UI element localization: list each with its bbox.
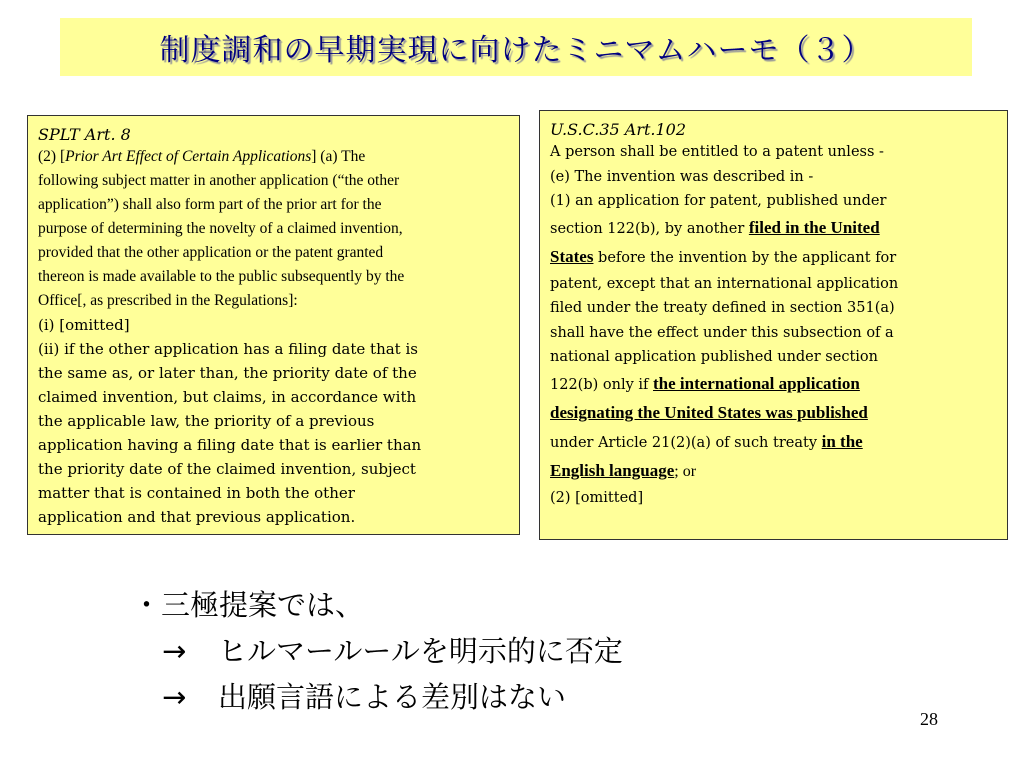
- splt-line: provided that the other application or the patent granted: [38, 244, 384, 261]
- usc-line: A person shall be entitled to a patent unless -: [550, 144, 884, 160]
- usc-line: (1) an application for patent, published under: [550, 193, 887, 209]
- title-banner: [60, 18, 972, 76]
- usc-line: States before the invention by the applicant for: [550, 246, 897, 266]
- splt-line: purpose of determining the novelty of a claimed invention,: [38, 220, 403, 237]
- conclusion-bullets: [132, 582, 623, 720]
- splt-line: application and that previous application.: [38, 508, 356, 526]
- page-number: 28: [920, 709, 938, 729]
- splt-line: claimed invention, but claims, in accordance with: [38, 388, 417, 406]
- splt-line: application”) shall also form part of the prior art for the: [38, 196, 382, 213]
- usc-line: filed under the treaty defined in section 351(a): [550, 300, 895, 316]
- bullet-item-text: ヒルマールールを明示的に否定: [218, 634, 623, 668]
- usc-line: designating the United States was published: [550, 402, 868, 422]
- arrow-icon: →: [162, 634, 187, 668]
- splt-line: (2) [Prior Art Effect of Certain Applications] (a) The: [38, 148, 366, 165]
- usc-line: 122(b) only if the international application: [550, 373, 860, 393]
- arrow-icon: →: [162, 680, 187, 714]
- splt-line: the same as, or later than, the priority date of the: [38, 364, 417, 382]
- bullet-arrow-item: [132, 674, 623, 720]
- splt-art8-box: [27, 115, 520, 535]
- splt-line: (ii) if the other application has a filing date that is: [38, 340, 418, 358]
- usc-line: patent, except that an international application: [550, 275, 899, 292]
- usc-line: national application published under section: [550, 349, 878, 365]
- usc-line: (2) [omitted]: [550, 489, 644, 506]
- usc-heading: U.S.C.35 Art.102: [550, 120, 687, 139]
- usc35-art102-box: [539, 110, 1008, 540]
- splt-line: thereon is made available to the public subsequently by the: [38, 268, 405, 285]
- bullet-main: ・三極提案では、: [132, 588, 365, 622]
- slide-title: 制度調和の早期実現に向けたミニマムハーモ（３）: [159, 33, 873, 68]
- usc-line: section 122(b), by another filed in the United: [550, 217, 880, 237]
- splt-heading: SPLT Art. 8: [38, 125, 131, 144]
- usc-line: under Article 21(2)(a) of such treaty in the: [550, 431, 863, 451]
- bullet-item-text: 出願言語による差別はない: [218, 680, 567, 714]
- splt-line: the priority date of the claimed invention, subject: [38, 460, 416, 478]
- splt-line: Office[, as prescribed in the Regulations]:: [38, 292, 298, 309]
- usc-line: shall have the effect under this subsection of a: [550, 324, 894, 341]
- usc-line: English language; or: [550, 460, 697, 480]
- splt-line: matter that is contained in both the other: [38, 484, 355, 502]
- bullet-arrow-item: [132, 628, 623, 674]
- splt-line: the applicable law, the priority of a previous: [38, 412, 375, 430]
- usc-line: (e) The invention was described in -: [550, 168, 814, 185]
- splt-line: (i) [omitted]: [38, 316, 130, 334]
- splt-line: application having a filing date that is earlier than: [38, 436, 422, 454]
- splt-line: following subject matter in another application (“the other: [38, 172, 400, 189]
